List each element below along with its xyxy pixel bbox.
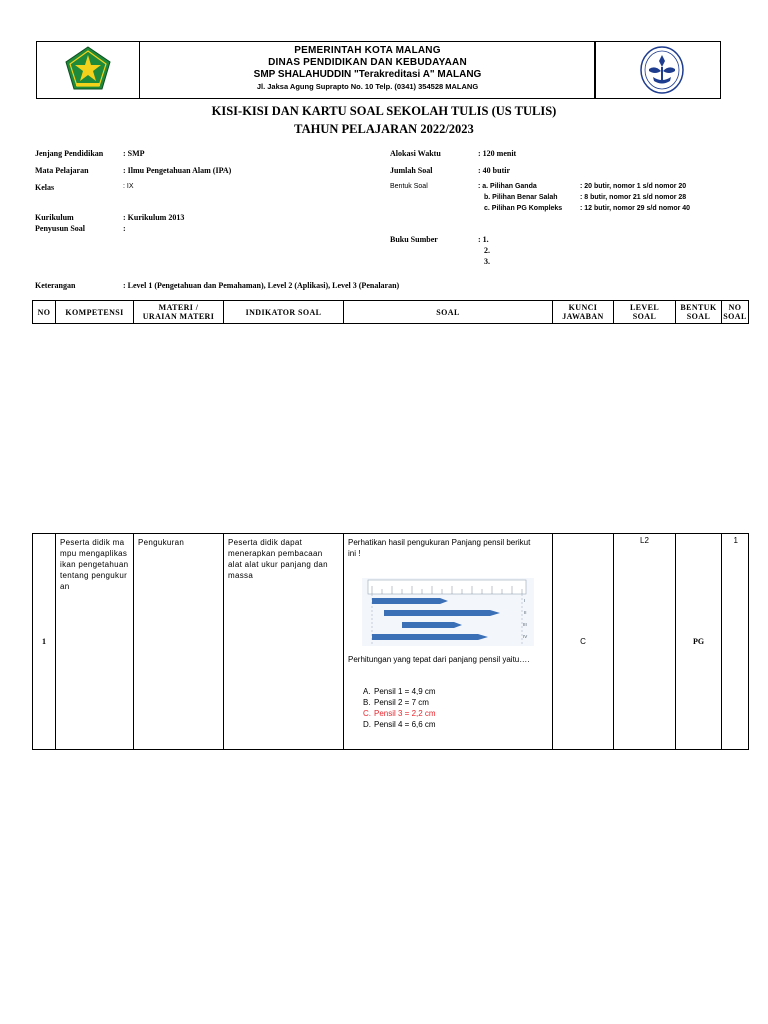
meta-label-jenjang: Jenjang Pendidikan bbox=[35, 149, 104, 158]
cell-kunci: C bbox=[553, 534, 614, 749]
meta-label-alokasi: Alokasi Waktu bbox=[390, 149, 441, 158]
logo-cell-left bbox=[37, 42, 140, 98]
cell-no: 1 bbox=[33, 534, 56, 749]
pencil-ruler-drawing bbox=[362, 578, 534, 646]
cell-indikator: Peserta didik dapat menerapkan pembacaan alat alat ukur panjang dan massa bbox=[224, 534, 344, 749]
meta-buku-3: 3. bbox=[484, 257, 490, 266]
meta-label-keterangan: Keterangan bbox=[35, 281, 76, 290]
table-header-row bbox=[32, 300, 749, 324]
header-materi: MATERI / URAIAN MATERI bbox=[134, 301, 224, 323]
option-a: A. Pensil 1 = 4,9 cm bbox=[363, 687, 436, 696]
soal-options bbox=[363, 686, 436, 730]
meta-label-kurikulum: Kurikulum bbox=[35, 213, 74, 222]
cell-kompetensi: Peserta didik mampu mengaplikasikan pengetahuan tentang pengukuran bbox=[56, 534, 134, 749]
soal-intro: Perhatikan hasil pengukuran Panjang pensil berikut ini ! bbox=[348, 538, 531, 558]
ruler-label-3: III bbox=[523, 622, 527, 627]
letterhead-school: SMP SHALAHUDDIN "Terakreditasi A" MALANG bbox=[253, 69, 482, 80]
meta-buku-1: : 1. bbox=[478, 235, 489, 244]
ruler-label-4: IV bbox=[523, 634, 528, 639]
letterhead-divider bbox=[594, 42, 596, 98]
option-d: D. Pensil 4 = 6,6 cm bbox=[363, 720, 436, 729]
ruler-label-2: II bbox=[524, 610, 527, 615]
option-c-correct: C. Pensil 3 = 2,2 cm bbox=[363, 709, 436, 718]
meta-value-kurikulum: : Kurikulum 2013 bbox=[123, 213, 185, 222]
meta-bentuk-a-detail: : 20 butir, nomor 1 s/d nomor 20 bbox=[580, 183, 687, 190]
document-title: KISI-KISI DAN KARTU SOAL SEKOLAH TULIS (US TULIS) bbox=[211, 104, 557, 118]
soal-question: Perhitungan yang tepat dari panjang pensil yaitu…. bbox=[348, 655, 530, 664]
letterhead bbox=[36, 41, 721, 99]
letterhead-government: PEMERINTAH KOTA MALANG bbox=[294, 45, 441, 56]
option-b: B. Pensil 2 = 7 cm bbox=[363, 698, 429, 707]
meta-value-jenjang: : SMP bbox=[123, 149, 145, 158]
ruler-label-1: I bbox=[524, 598, 526, 603]
meta-label-mapel: Mata Pelajaran bbox=[35, 166, 89, 175]
document-year: TAHUN PELAJARAN 2022/2023 bbox=[294, 122, 474, 136]
header-no-soal: NO SOAL bbox=[723, 303, 747, 321]
meta-value-jumlah: : 40 butir bbox=[478, 166, 510, 175]
meta-label-kelas: Kelas bbox=[35, 183, 55, 192]
cell-materi: Pengukuran bbox=[134, 534, 224, 749]
letterhead-text bbox=[140, 42, 595, 98]
header-soal: SOAL bbox=[344, 301, 553, 323]
meta-bentuk-b: b. Pilihan Benar Salah bbox=[484, 194, 558, 201]
meta-label-penyusun: Penyusun Soal bbox=[35, 224, 86, 233]
header-no: NO bbox=[33, 301, 56, 323]
letterhead-department: DINAS PENDIDIKAN DAN KEBUDAYAAN bbox=[268, 57, 467, 68]
meta-bentuk-b-detail: : 8 butir, nomor 21 s/d nomor 28 bbox=[580, 194, 687, 201]
header-bentuk: BENTUK SOAL bbox=[676, 301, 722, 323]
meta-value-mapel: : Ilmu Pengetahuan Alam (IPA) bbox=[123, 166, 232, 175]
meta-label-buku: Buku Sumber bbox=[390, 235, 438, 244]
header-level: LEVEL SOAL bbox=[614, 301, 676, 323]
pencil-ruler-figure bbox=[362, 578, 534, 646]
meta-label-bentuk: Bentuk Soal bbox=[390, 183, 428, 190]
cell-bentuk: PG bbox=[676, 534, 722, 749]
meta-buku-2: 2. bbox=[484, 246, 490, 255]
meta-value-penyusun: : bbox=[123, 224, 126, 233]
cell-level: L2 bbox=[614, 534, 676, 749]
meta-value-kelas: : IX bbox=[123, 183, 134, 190]
header-indikator: INDIKATOR SOAL bbox=[224, 301, 344, 323]
city-emblem-icon bbox=[63, 45, 113, 95]
meta-bentuk-a: : a. Pilihan Ganda bbox=[478, 183, 537, 190]
header-kunci: KUNCI JAWABAN bbox=[553, 301, 614, 323]
meta-bentuk-c: c. Pilihan PG Kompleks bbox=[484, 205, 563, 212]
meta-value-alokasi: : 120 menit bbox=[478, 149, 517, 158]
school-seal-icon bbox=[637, 45, 687, 95]
letterhead-address: Jl. Jaksa Agung Suprapto No. 10 Telp. (0341) 354528 MALANG bbox=[256, 82, 479, 91]
header-kompetensi: KOMPETENSI bbox=[56, 301, 134, 323]
cell-no-soal: 1 bbox=[733, 536, 738, 545]
meta-label-jumlah: Jumlah Soal bbox=[390, 166, 433, 175]
meta-value-keterangan: : Level 1 (Pengetahuan dan Pemahaman), Level 2 (Aplikasi), Level 3 (Penalaran) bbox=[123, 281, 400, 290]
meta-bentuk-c-detail: : 12 butir, nomor 29 s/d nomor 40 bbox=[580, 205, 691, 212]
